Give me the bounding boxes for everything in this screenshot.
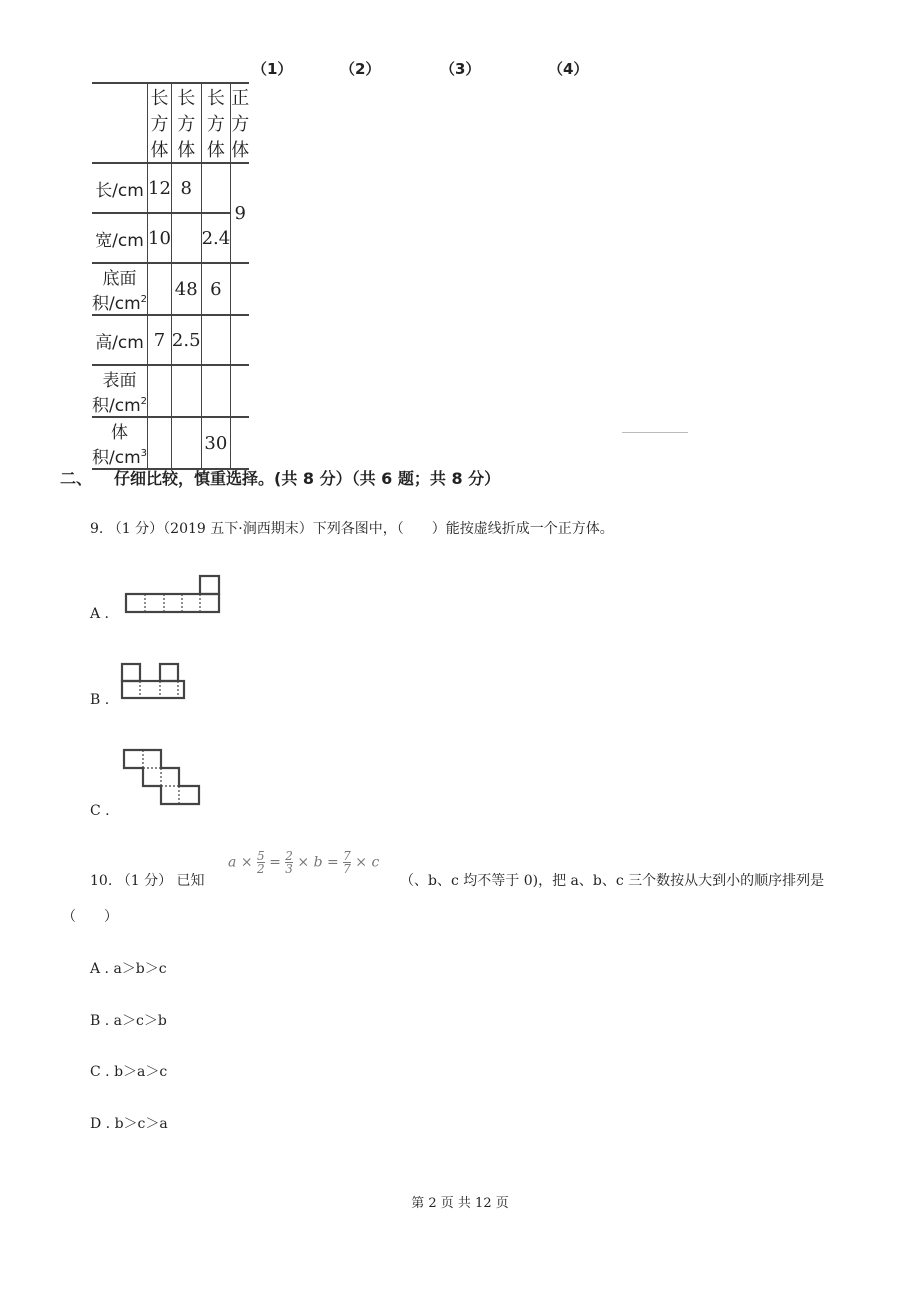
fraction-denominator: 7 bbox=[343, 862, 351, 876]
unit-exponent: 2 bbox=[140, 294, 148, 305]
option-a[interactable]: A . a＞b＞c bbox=[90, 961, 167, 977]
column-number: （2） bbox=[340, 60, 381, 78]
unit-exponent: 2 bbox=[140, 396, 148, 407]
table-row bbox=[92, 213, 249, 263]
option-d[interactable]: D . b＞c＞a bbox=[90, 1116, 168, 1132]
data-table bbox=[92, 82, 249, 470]
section-title: 仔细比较，慎重选择。(共 8 分）（共 6 题；共 8 分） bbox=[114, 469, 501, 488]
table-header: 长方体 bbox=[171, 83, 201, 163]
column-number: （3） bbox=[440, 60, 481, 78]
row-label: 宽/cm bbox=[92, 213, 148, 263]
fraction-denominator: 2 bbox=[257, 862, 265, 876]
table-row bbox=[92, 365, 249, 417]
table-corner-cell bbox=[92, 83, 148, 163]
column-number: （4） bbox=[548, 60, 589, 78]
column-number: （1） bbox=[252, 60, 293, 78]
question-10-answer-paren: （ ） bbox=[62, 909, 118, 925]
row-label: 长/cm bbox=[92, 163, 148, 213]
table-cell bbox=[201, 315, 231, 365]
table-row bbox=[92, 315, 249, 365]
table-cell: 48 bbox=[171, 263, 201, 315]
question-10-suffix: （、b、c 均不等于 0)，把 a、b、c 三个数按从大到小的顺序排列是 bbox=[400, 873, 825, 889]
table-cell bbox=[231, 315, 250, 365]
formula-equals: = bbox=[269, 854, 281, 871]
table-cell: 2.5 bbox=[171, 315, 201, 365]
row-label-text: 体积/cm bbox=[92, 423, 141, 468]
fraction-denominator: 3 bbox=[285, 862, 293, 876]
cube-net-c-figure[interactable] bbox=[122, 748, 204, 808]
table-row bbox=[92, 163, 249, 213]
table-cell: 12 bbox=[148, 163, 172, 213]
cube-side-cell: 9 bbox=[231, 163, 250, 263]
table-cell bbox=[171, 417, 201, 469]
table-cell bbox=[171, 365, 201, 417]
row-label-text: 底面积/cm bbox=[92, 269, 141, 314]
table-row bbox=[92, 263, 249, 315]
option-b-label[interactable]: B . bbox=[90, 692, 110, 708]
section-number: 二、 bbox=[60, 469, 93, 488]
formula-equals: = bbox=[326, 854, 339, 871]
row-label bbox=[92, 417, 148, 469]
table-cell bbox=[201, 365, 231, 417]
table-cell: 6 bbox=[201, 263, 231, 315]
table-cell bbox=[231, 365, 250, 417]
formula-b: b bbox=[313, 854, 323, 871]
row-label bbox=[92, 263, 148, 315]
table-header: 正方体 bbox=[231, 83, 250, 163]
fraction-numerator: 5 bbox=[257, 849, 265, 863]
question-10-prefix: 10. （1 分） 已知 bbox=[90, 873, 205, 889]
section-heading bbox=[60, 466, 500, 489]
table-cell bbox=[231, 263, 250, 315]
fraction-two-thirds bbox=[285, 850, 293, 875]
unit-exponent: 3 bbox=[140, 448, 148, 459]
row-label: 高/cm bbox=[92, 315, 148, 365]
formula-a: a bbox=[228, 854, 237, 871]
fraction-seven-sevenths bbox=[343, 850, 351, 875]
table-cell bbox=[148, 365, 172, 417]
table-header-row bbox=[92, 83, 249, 163]
table-cell bbox=[148, 263, 172, 315]
row-label-text: 表面积/cm bbox=[92, 371, 141, 416]
formula-times: × bbox=[355, 854, 367, 871]
table-cell: 7 bbox=[148, 315, 172, 365]
row-label bbox=[92, 365, 148, 417]
fraction-numerator: 2 bbox=[285, 849, 293, 863]
formula-times: × bbox=[240, 854, 253, 871]
table-row bbox=[92, 417, 249, 469]
question-10-formula bbox=[228, 850, 379, 875]
page-footer: 第 2 页 共 12 页 bbox=[411, 1196, 509, 1211]
question-9-text: 9. （1 分）（2019 五下·涧西期末）下列各图中，（ ）能按虚线折成一个正方体。 bbox=[90, 521, 614, 537]
table-cell: 2.4 bbox=[201, 213, 231, 263]
option-c-label[interactable]: C . bbox=[90, 803, 110, 819]
table-header: 长方体 bbox=[201, 83, 231, 163]
table-cell bbox=[148, 417, 172, 469]
formula-times: × bbox=[297, 854, 310, 871]
option-a-label[interactable]: A . bbox=[90, 606, 110, 622]
table-cell bbox=[201, 163, 231, 213]
table-cell bbox=[171, 213, 201, 263]
table-cell: 30 bbox=[201, 417, 231, 469]
table-cell: 10 bbox=[148, 213, 172, 263]
fraction-numerator: 7 bbox=[343, 849, 351, 863]
cube-net-b-figure[interactable] bbox=[120, 660, 190, 702]
option-c[interactable]: C . b＞a＞c bbox=[90, 1064, 168, 1080]
column-number-row bbox=[92, 58, 622, 84]
table-cell: 8 bbox=[171, 163, 201, 213]
cube-net-a-figure[interactable] bbox=[124, 574, 224, 616]
formula-c: c bbox=[371, 854, 380, 871]
fraction-five-halves bbox=[257, 850, 265, 875]
divider bbox=[622, 432, 688, 433]
table-cell bbox=[231, 417, 250, 469]
table-header: 长方体 bbox=[148, 83, 172, 163]
option-b[interactable]: B . a＞c＞b bbox=[90, 1013, 167, 1029]
